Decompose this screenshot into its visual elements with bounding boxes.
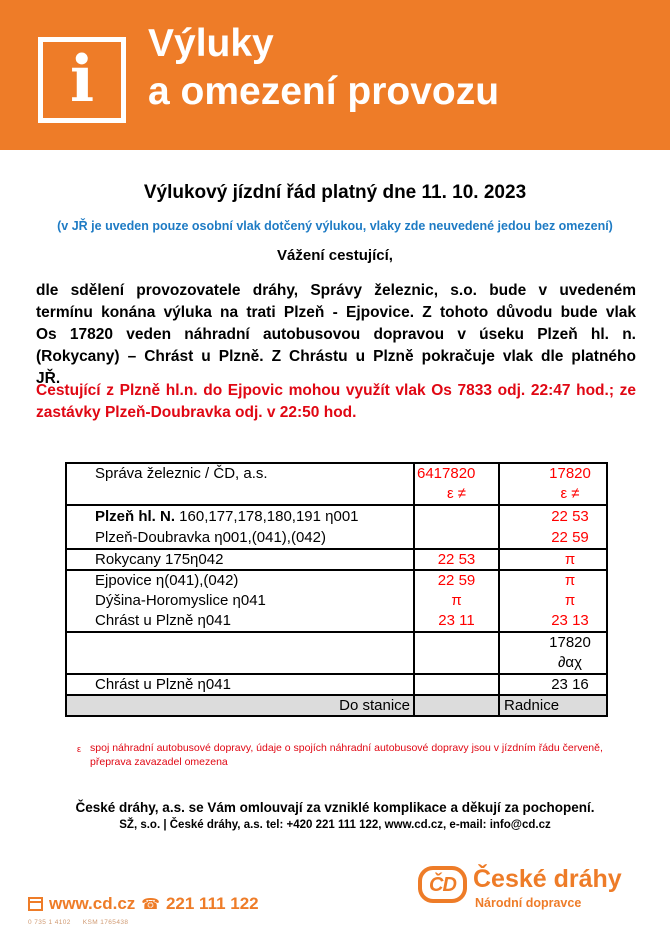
train2-symbols: ε ≠ bbox=[560, 485, 580, 502]
table-row bbox=[66, 632, 607, 674]
main-paragraph: dle sdělení provozovatele dráhy, Správy železnic, s.o. bude v uvedeném termínu konána výluka na trati Plzeň - Ejpovice. Z tohoto důvodu bude vlak Os 17820 veden náhradní autobusovou dopravou v úseku Plzeň hl. n. (Rokycany) – Chrást u Plzně. Z Chrástu u Plzně pokračuje vlak dle platného JŘ. bbox=[36, 282, 636, 387]
time-value: 23 16 bbox=[551, 676, 589, 693]
time-value: π bbox=[564, 592, 576, 609]
table-row bbox=[66, 549, 607, 570]
train2-header-cell bbox=[499, 463, 607, 505]
time-value: 23 13 bbox=[551, 612, 589, 629]
cd-logo-name: České dráhy bbox=[473, 865, 622, 893]
station-name: Plzeň-Doubravka η001,(041),(042) bbox=[95, 529, 326, 546]
salutation: Vážení cestující, bbox=[277, 247, 393, 264]
train-number: 17820 bbox=[549, 634, 591, 651]
web-icon bbox=[28, 897, 43, 911]
time-value: 22 59 bbox=[437, 572, 476, 589]
train2-number: 17820 bbox=[549, 465, 591, 482]
table-row bbox=[66, 505, 607, 549]
banner-title-line1: Výluky bbox=[148, 22, 274, 65]
table-row bbox=[66, 570, 607, 632]
banner bbox=[0, 0, 670, 150]
destination-value: Radnice bbox=[504, 697, 560, 714]
footnote-marker: ε bbox=[77, 744, 82, 754]
print-code bbox=[28, 919, 128, 926]
table-row bbox=[66, 674, 607, 695]
cd-logo-icon bbox=[418, 866, 467, 903]
info-icon bbox=[38, 37, 126, 123]
station-name: Chrást u Plzně η041 bbox=[95, 676, 231, 693]
timetable-table bbox=[65, 462, 608, 717]
cd-logo-letters: ČD bbox=[429, 873, 456, 896]
destination-label: Do stanice bbox=[339, 697, 410, 714]
website-text: www.cd.cz bbox=[49, 894, 136, 913]
station-name: Chrást u Plzně η041 bbox=[95, 612, 231, 629]
destination-row bbox=[66, 695, 607, 716]
print-code-part2: KSM 1765438 bbox=[82, 919, 129, 926]
train1-symbols: ε ≠ bbox=[446, 485, 467, 502]
station-name: Dýšina-Horomyslice η041 bbox=[95, 592, 266, 609]
alternative-train-note: Cestující z Plzně hl.n. do Ejpovic mohou využít vlak Os 7833 odj. 22:47 hod.; ze zastávky Plzeň-Doubravka odj. v 22:50 hod. bbox=[36, 382, 636, 421]
station-name: Rokycany 175η042 bbox=[95, 551, 224, 568]
station-name: Ejpovice η(041),(042) bbox=[95, 572, 239, 589]
timetable bbox=[65, 462, 608, 717]
train-symbols: ∂αχ bbox=[558, 654, 582, 671]
time-value: π bbox=[451, 592, 462, 609]
contact-line: SŽ, s.o. | České dráhy, a.s. tel: +420 221 111 122, www.cd.cz, e-mail: info@cd.cz bbox=[119, 819, 551, 831]
phone-number: 221 111 122 bbox=[165, 894, 259, 913]
cd-logo-tagline: Národní dopravce bbox=[475, 896, 582, 910]
print-code-part1: 0 735 1 4102 bbox=[28, 919, 71, 926]
phone-icon: ☎ bbox=[141, 895, 160, 913]
document-title: Výlukový jízdní řád platný dne 11. 10. 2023 bbox=[143, 182, 527, 203]
operator-label: Správa železnic / ČD, a.s. bbox=[95, 465, 268, 482]
timetable-scope-note: (v JŘ je uveden pouze osobní vlak dotčený výlukou, vlaky zde neuvedené jedou bez omezení) bbox=[57, 219, 613, 233]
footnote bbox=[77, 742, 629, 769]
time-value: 22 53 bbox=[437, 551, 476, 568]
info-icon-glyph: i bbox=[69, 42, 95, 117]
station-name: Plzeň hl. N. 160,177,178,180,191 η001 bbox=[95, 508, 359, 525]
table-header-row bbox=[66, 463, 607, 505]
time-value: 22 53 bbox=[551, 508, 589, 525]
apology-line: České dráhy, a.s. se Vám omlouvají za vzniklé komplikace a děkují za pochopení. bbox=[75, 800, 595, 815]
banner-title-line2: a omezení provozu bbox=[148, 70, 500, 113]
time-value: 23 11 bbox=[438, 612, 475, 629]
time-value: 22 59 bbox=[551, 529, 589, 546]
banner-title bbox=[148, 20, 499, 116]
time-value: π bbox=[564, 572, 576, 589]
operator-cell bbox=[66, 463, 414, 505]
footnote-text: spoj náhradní autobusové dopravy, údaje o spojích náhradní autobusové dopravy jsou v jízdním řádu červeně, přeprava zavazadel omezena bbox=[90, 742, 603, 768]
train1-number: 6417820 bbox=[417, 465, 476, 482]
bottom-contact-bar bbox=[28, 894, 259, 914]
train1-header-cell bbox=[414, 463, 499, 505]
time-value: π bbox=[564, 551, 576, 568]
